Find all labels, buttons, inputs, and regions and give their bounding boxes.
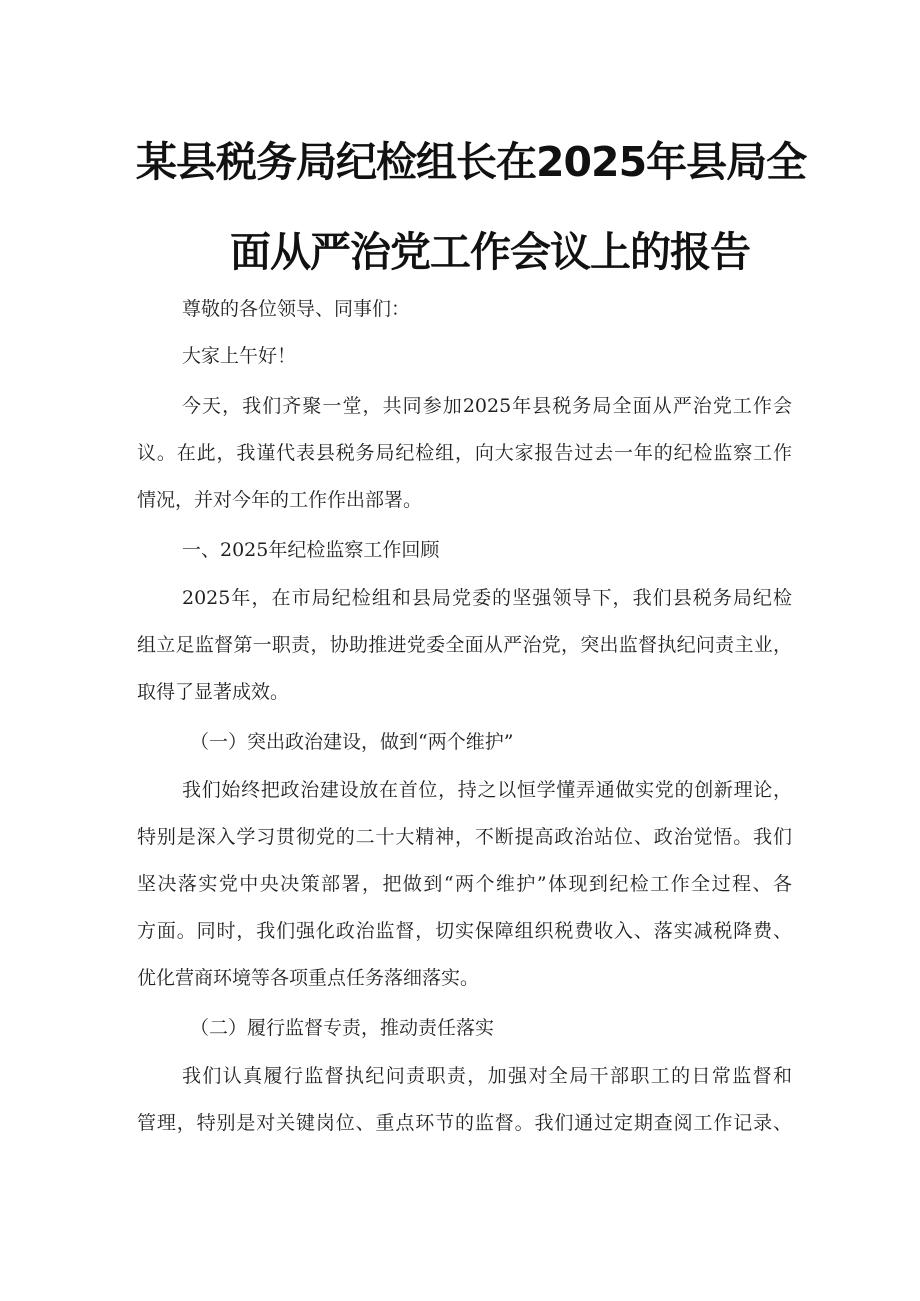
paragraph-review-line-2: 组立足监督第一职责，协助推进党委全面从严治党，突出监督执纪问责主业， xyxy=(137,634,792,656)
document-title-line-2: 面从严治党工作会议上的报告 xyxy=(230,228,750,276)
paragraph-supervision-line-2: 管理，特别是对关键岗位、重点环节的监督。我们通过定期查阅工作记录、 xyxy=(137,1112,792,1134)
section-heading-1: 一、2025年纪检监察工作回顾 xyxy=(182,539,440,561)
paragraph-political-line-4: 方面。同时，我们强化政治监督，切实保障组织税费收入、落实减税降费、 xyxy=(137,920,792,942)
paragraph-political-line-5: 优化营商环境等各项重点任务落细落实。 xyxy=(137,967,480,989)
paragraph-political-line-3: 坚决落实党中央决策部署，把做到“两个维护”体现到纪检工作全过程、各 xyxy=(137,873,792,895)
salutation: 尊敬的各位领导、同事们： xyxy=(182,298,411,320)
document-title-line-1: 某县税务局纪检组长在2025年县局全 xyxy=(136,138,807,186)
paragraph-review-line-3: 取得了显著成效。 xyxy=(137,681,290,703)
greeting: 大家上午好！ xyxy=(182,345,297,367)
subsection-heading-2: （二）履行监督专责，推动责任落实 xyxy=(190,1017,495,1039)
paragraph-intro-line-3: 情况，并对今年的工作作出部署。 xyxy=(137,489,423,511)
paragraph-political-line-1: 我们始终把政治建设放在首位，持之以恒学懂弄通做实党的创新理论， xyxy=(182,779,792,801)
paragraph-intro-line-2: 议。在此，我谨代表县税务局纪检组，向大家报告过去一年的纪检监察工作 xyxy=(137,442,792,464)
paragraph-political-line-2: 特别是深入学习贯彻党的二十大精神，不断提高政治站位、政治觉悟。我们 xyxy=(137,826,792,848)
paragraph-review-line-1: 2025年，在市局纪检组和县局党委的坚强领导下，我们县税务局纪检 xyxy=(182,587,792,609)
paragraph-intro-line-1: 今天，我们齐聚一堂，共同参加2025年县税务局全面从严治党工作会 xyxy=(182,395,792,417)
paragraph-supervision-line-1: 我们认真履行监督执纪问责职责，加强对全局干部职工的日常监督和 xyxy=(182,1065,792,1087)
subsection-heading-1: （一）突出政治建设，做到“两个维护” xyxy=(190,731,514,753)
